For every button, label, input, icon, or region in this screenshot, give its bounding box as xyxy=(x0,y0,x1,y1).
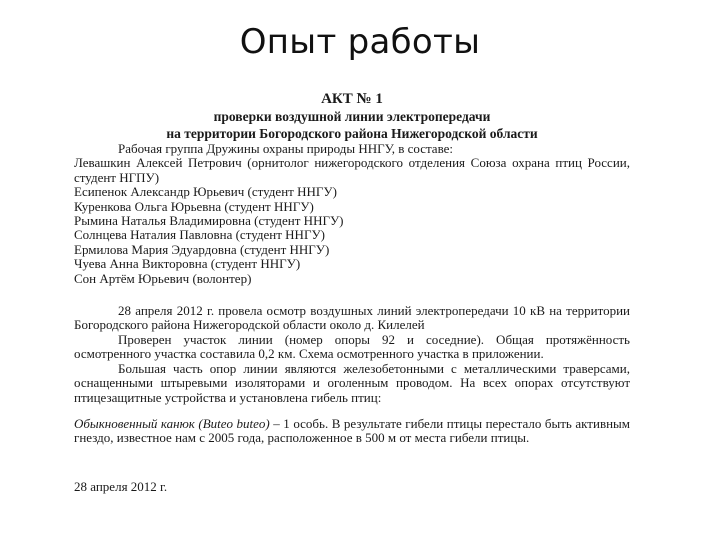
paragraph-supports: Большая часть опор линии являются железобетонными с металлическими траверсами, оснащенными штыревыми изоляторами и оголенным проводом. На всех опорах отсутствуют птицезащитные устройства и установлена гибель птиц: xyxy=(74,360,630,405)
member-1: Левашкин Алексей Петрович (орнитолог нижегородского отделения Союза охрана птиц России, студент НГПУ) xyxy=(74,155,630,185)
finding xyxy=(74,417,630,446)
document-scan xyxy=(74,90,630,494)
group-intro: Рабочая группа Дружины охраны природы ННГУ, в составе: xyxy=(118,141,454,156)
member-5: Солнцева Наталия Павловна (студент ННГУ) xyxy=(74,227,325,243)
act-location: на территории Богородского района Нижегородской области xyxy=(166,126,538,141)
paragraph-section: Проверен участок линии (номер опоры 92 и соседние). Общая протяжённость осмотренного участка составила 0,2 км. Схема осмотренного участка в приложении. xyxy=(74,331,630,362)
member-3: Куренкова Ольга Юрьевна (студент ННГУ) xyxy=(74,198,314,214)
member-4: Рымина Наталья Владимировна (студент ННГУ) xyxy=(74,213,344,229)
finding-text: – 1 особь. В результате гибели птицы перестало быть активным гнездо, известное нам с 2005 года, расположенное в 500 м от места гибели птицы. xyxy=(74,415,630,446)
member-6: Ермилова Мария Эдуардовна (студент ННГУ) xyxy=(74,241,330,257)
act-subtitle: проверки воздушной линии электропередачи xyxy=(213,109,491,124)
slide-title: Опыт работы xyxy=(239,22,481,62)
paragraph-inspection: 28 апреля 2012 г. провела осмотр воздушных линий электропередачи 10 кВ на территории Богородского района Нижегородской области около д. Килелей xyxy=(74,303,630,333)
document-date: 28 апреля 2012 г. xyxy=(74,478,168,494)
finding-species: Обыкновенный канюк (Buteo buteo) xyxy=(74,415,270,431)
act-title: АКТ № 1 xyxy=(321,91,383,107)
member-7: Чуева Анна Викторовна (студент ННГУ) xyxy=(74,256,301,272)
member-8: Сон Артём Юрьевич (волонтер) xyxy=(74,270,252,286)
member-2: Есипенок Александр Юрьевич (студент ННГУ) xyxy=(74,184,337,200)
